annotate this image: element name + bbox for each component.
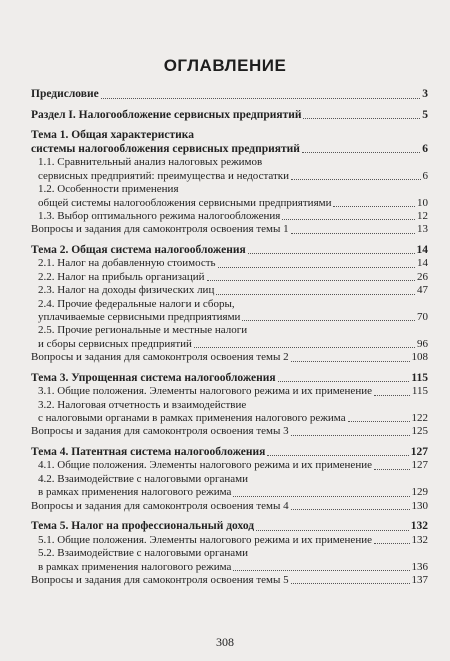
toc-entry <box>31 500 428 513</box>
toc-entry <box>31 351 428 364</box>
dot-leader <box>291 360 410 362</box>
toc-entry <box>31 547 428 574</box>
dot-leader <box>218 266 415 268</box>
toc-entry-page: 70 <box>417 311 428 324</box>
toc-entry-text: сервисных предприятий: преимущества и недостатки <box>38 169 290 182</box>
toc-entry-page: 5 <box>422 108 428 121</box>
toc-entry <box>31 156 428 183</box>
toc-entry-page: 136 <box>411 560 428 573</box>
toc-entry <box>31 372 428 386</box>
toc-entry <box>31 520 428 534</box>
toc-entry-text: Вопросы и задания для самоконтроля освоения темы 3 <box>31 425 289 438</box>
dot-leader <box>216 293 415 295</box>
toc-entry-text: Тема 1. Общая характеристика <box>31 129 194 142</box>
toc-entry <box>31 183 428 210</box>
toc-entry <box>31 425 428 438</box>
dot-leader <box>291 508 410 510</box>
dot-leader <box>101 97 421 99</box>
toc-entry <box>31 324 428 351</box>
toc-entry-page: 108 <box>411 351 428 364</box>
dot-leader <box>278 380 410 382</box>
toc-entry-text: 4.2. Взаимодействие с налоговыми органами <box>38 472 249 485</box>
toc-entry-page: 6 <box>422 169 428 182</box>
page-title: ОГЛАВЛЕНИЕ <box>163 56 287 75</box>
toc-entry-text: Вопросы и задания для самоконтроля освоения темы 4 <box>31 499 289 512</box>
toc-entry-page: 96 <box>417 337 428 350</box>
toc-entry <box>31 473 428 500</box>
toc-entry-page: 132 <box>410 520 428 533</box>
toc-entry <box>31 459 428 472</box>
toc-entry-text: общей системы налогообложения сервисными предприятиями <box>38 196 332 209</box>
toc-entry-page: 127 <box>411 459 428 472</box>
toc-entry-text: 5.2. Взаимодействие с налоговыми органами <box>38 547 249 560</box>
dot-leader <box>267 454 408 456</box>
toc-entry-page: 12 <box>417 210 428 222</box>
toc-entry-page: 122 <box>411 412 428 425</box>
toc-entry-page: 132 <box>411 533 428 546</box>
toc-entry-text: 1.1. Сравнительный анализ налоговых режимов <box>38 156 263 169</box>
toc-entry-page: 137 <box>411 573 428 586</box>
dot-leader <box>333 205 415 207</box>
dot-leader <box>291 434 410 436</box>
toc-entry-page: 129 <box>411 486 428 499</box>
toc-entry-page: 10 <box>417 196 428 209</box>
toc-entry-page: 47 <box>417 284 428 297</box>
toc-entry <box>31 446 428 460</box>
dot-leader <box>233 569 409 571</box>
toc-entry-page: 6 <box>422 142 428 155</box>
toc-entry-text: Вопросы и задания для самоконтроля освоения темы 1 <box>31 223 289 236</box>
toc-entry <box>31 223 428 236</box>
toc-entry-text: 3.1. Общие положения. Элементы налогового режима и их применение <box>38 385 372 398</box>
dot-leader <box>302 151 420 153</box>
dot-leader <box>348 420 410 422</box>
toc-entry <box>31 109 428 123</box>
toc-entry <box>31 129 428 156</box>
toc-entry-text: 1.2. Особенности применения <box>38 183 179 196</box>
toc-entry-text: 1.3. Выбор оптимального режима налогообложения <box>38 210 281 222</box>
toc-entry-text: 2.5. Прочие региональные и местные налоги <box>38 324 248 337</box>
dot-leader <box>291 178 420 180</box>
toc-entry-text: Тема 2. Общая система налогообложения <box>31 243 246 256</box>
toc-entry <box>31 385 428 398</box>
toc-entry-text: 5.1. Общие положения. Элементы налогового режима и их применение <box>38 533 372 546</box>
toc-entry-text: в рамках применения налогового режима <box>38 486 232 499</box>
dot-leader <box>194 346 415 348</box>
toc-entry-text: Вопросы и задания для самоконтроля освоения темы 5 <box>31 573 289 586</box>
toc-entry-text: 2.4. Прочие федеральные налоги и сборы, <box>38 297 235 310</box>
dot-leader <box>303 117 420 119</box>
dot-leader <box>291 582 410 584</box>
toc-entry-text: 4.1. Общие положения. Элементы налогового режима и их применение <box>38 459 372 472</box>
toc-entry-text: Раздел I. Налогообложение сервисных предприятий <box>31 108 302 121</box>
toc-entry-text: Тема 5. Налог на профессиональный доход <box>31 520 255 533</box>
toc-entry <box>31 534 428 547</box>
toc-entry-page: 3 <box>422 88 428 100</box>
toc-entry <box>31 257 428 270</box>
dot-leader <box>374 468 410 470</box>
toc-entry-page: 130 <box>411 499 428 512</box>
toc-entry-text: с налоговыми органами в рамках применения налогового режима <box>38 412 346 425</box>
toc-entry <box>31 284 428 297</box>
toc-entry <box>31 574 428 587</box>
toc-entry-page: 127 <box>410 445 428 458</box>
toc-entry-text: системы налогообложения сервисных предприятий <box>31 142 300 155</box>
toc-entry-text: Вопросы и задания для самоконтроля освоения темы 2 <box>31 351 289 364</box>
dot-leader <box>248 252 415 254</box>
dot-leader <box>291 232 415 234</box>
toc-entry-page: 26 <box>417 270 428 283</box>
page-number: 308 <box>216 635 234 649</box>
toc-entry-text: 2.3. Налог на доходы физических лиц <box>38 284 215 297</box>
toc-entry-page: 14 <box>416 243 428 256</box>
dot-leader <box>374 542 410 544</box>
toc-entry-text: Тема 4. Патентная система налогообложения <box>31 445 266 458</box>
toc-entry-text: 2.1. Налог на добавленную стоимость <box>38 257 216 270</box>
dot-leader <box>233 495 409 497</box>
table-of-contents <box>31 88 428 587</box>
toc-entry-page: 13 <box>417 223 428 236</box>
toc-entry <box>31 271 428 284</box>
toc-entry-text: 3.2. Налоговая отчетность и взаимодействие <box>38 398 247 411</box>
toc-entry-text: в рамках применения налогового режима <box>38 560 232 573</box>
toc-entry-text: уплачиваемые сервисными предприятиями <box>38 311 241 324</box>
toc-entry-page: 115 <box>411 371 428 384</box>
dot-leader <box>207 279 415 281</box>
toc-entry <box>31 298 428 325</box>
dot-leader <box>256 529 409 531</box>
toc-entry-page: 125 <box>411 425 428 438</box>
toc-entry <box>31 210 428 223</box>
toc-entry-text: Предисловие <box>31 88 99 100</box>
toc-entry-text: и сборы сервисных предприятий <box>38 337 192 350</box>
dot-leader <box>374 394 410 396</box>
dot-leader <box>242 319 415 321</box>
toc-entry-page: 115 <box>411 385 428 398</box>
toc-entry <box>31 399 428 426</box>
dot-leader <box>282 218 415 220</box>
toc-entry <box>31 88 428 102</box>
toc-entry-text: 2.2. Налог на прибыль организаций <box>38 270 205 283</box>
toc-entry <box>31 244 428 258</box>
toc-entry-page: 14 <box>417 257 428 270</box>
toc-entry-text: Тема 3. Упрощенная система налогообложения <box>31 371 276 384</box>
